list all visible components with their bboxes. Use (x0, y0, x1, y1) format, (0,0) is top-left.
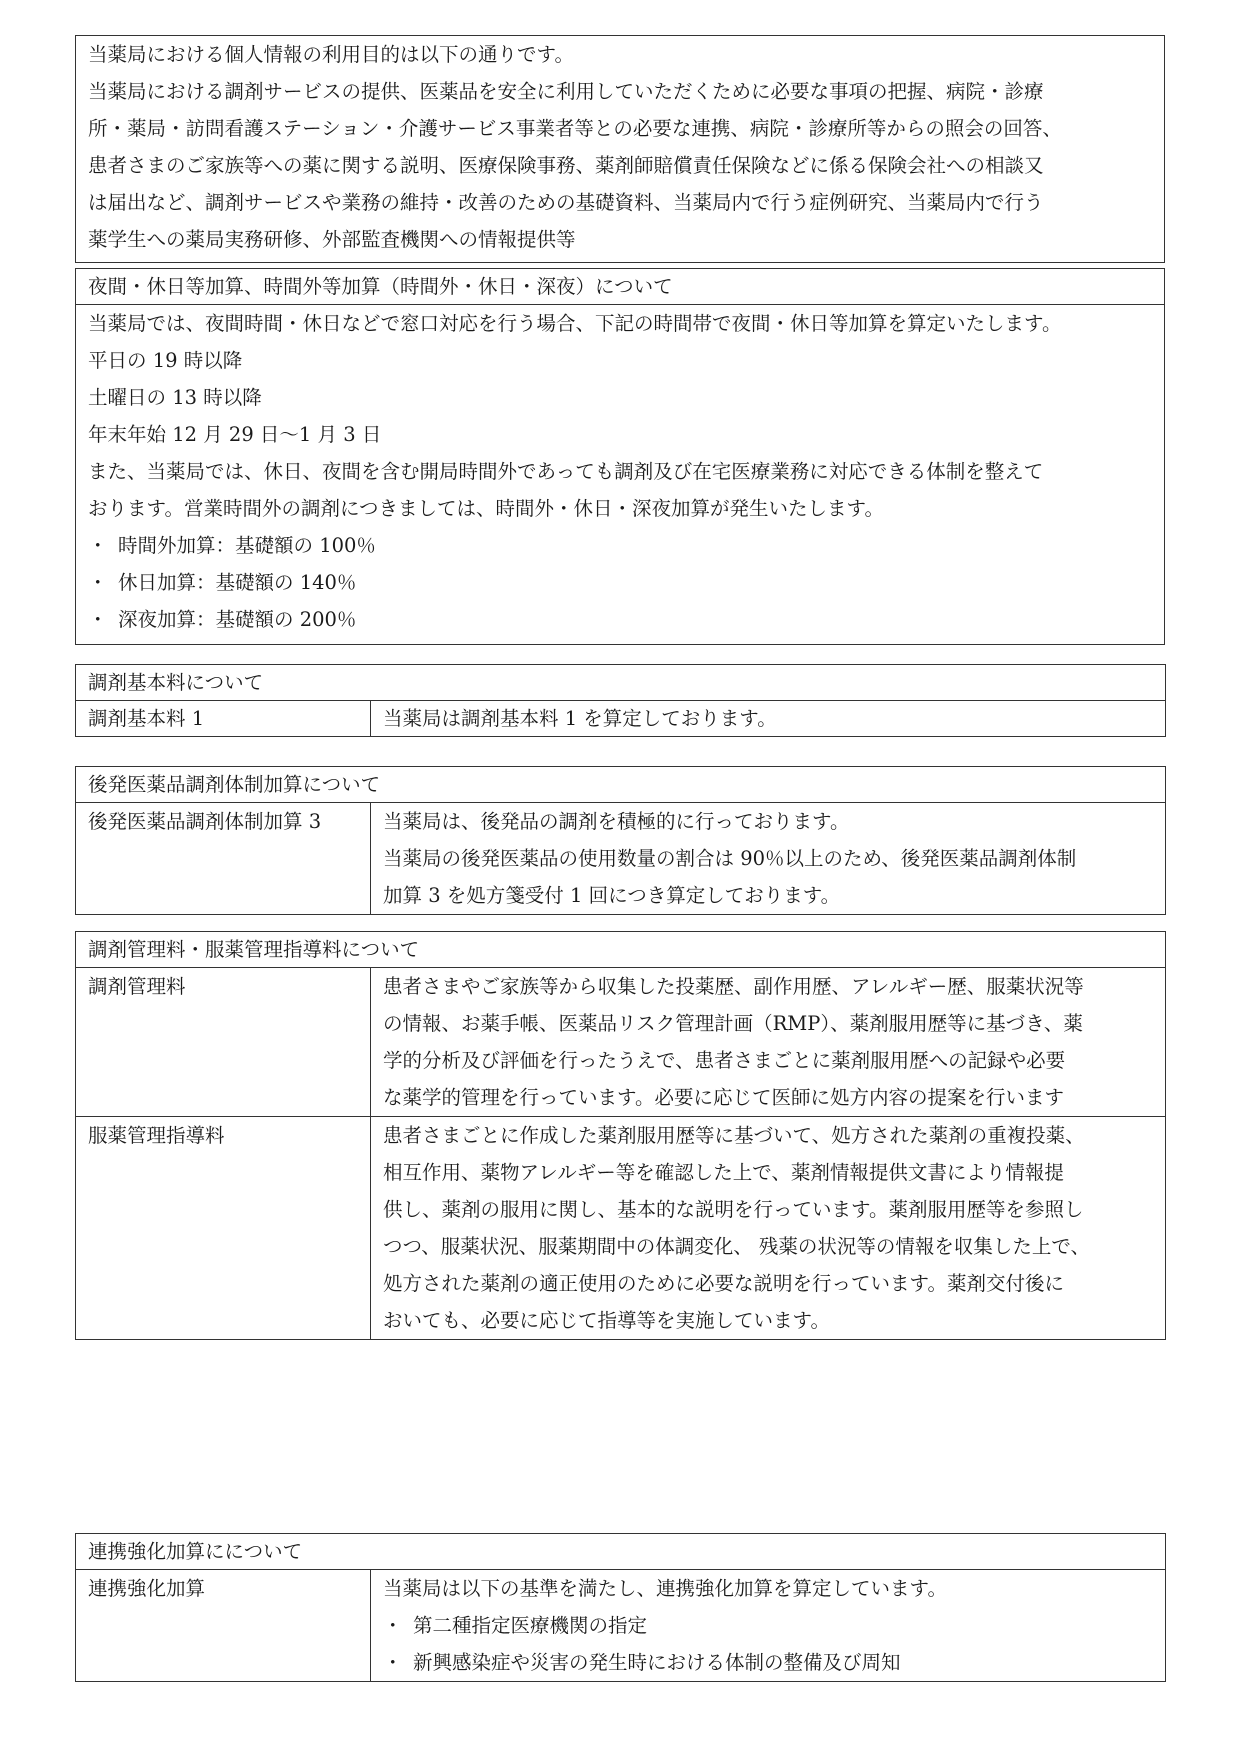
generic-label: 後発医薬品調剤体制加算 3 (76, 803, 371, 915)
management-line: 患者さまごとに作成した薬剤服用歴等に基づいて、処方された薬剤の重複投薬、 (383, 1124, 1085, 1147)
night-holiday-line: 年末年始 12 月 29 日～1 月 3 日 (88, 423, 382, 446)
bullet-mark: ・ (88, 608, 108, 631)
management-line: な薬学的管理を行っています。必要に応じて医師に処方内容の提案を行います (383, 1086, 1064, 1109)
night-holiday-title: 夜間・休日等加算、時間外等加算（時間外・休日・深夜）について (76, 269, 1164, 305)
night-holiday-line: おります。営業時間外の調剤につきましては、時間外・休日・深夜加算が発生いたします。 (88, 497, 884, 520)
management-text (371, 968, 1166, 1117)
privacy-line: 薬学生への薬局実務研修、外部監査機関への情報提供等 (88, 228, 576, 251)
management-line: 学的分析及び評価を行ったうえで、患者さまごとに薬剤服用歴への記録や必要 (383, 1049, 1066, 1072)
management-label: 服薬管理指導料 (76, 1117, 371, 1340)
night-holiday-bullet (76, 527, 1164, 564)
management-table (75, 931, 1166, 1340)
night-holiday-line: また、当薬局では、休日、夜間を含む開局時間外であっても調剤及び在宅医療業務に対応できる体制を整えて (88, 460, 1044, 483)
bullet-mark: ・ (88, 571, 108, 594)
management-line: つつ、服薬状況、服薬期間中の体調変化、 残薬の状況等の情報を収集した上で、 (383, 1235, 1091, 1258)
basic-fee-label: 調剤基本料 1 (76, 701, 371, 737)
management-text (371, 1117, 1166, 1340)
bullet-text: 休日加算：基礎額の 140％ (118, 571, 357, 594)
management-line: の情報、お薬手帳、医薬品リスク管理計画（RMP）、薬剤服用歴等に基づき、薬 (383, 1012, 1083, 1035)
bullet-mark: ・ (88, 534, 108, 557)
cooperation-text (371, 1570, 1166, 1682)
privacy-line: 当薬局における個人情報の利用目的は以下の通りです。 (88, 43, 574, 66)
night-holiday-box (75, 268, 1165, 645)
bullet-mark: ・ (383, 1614, 403, 1637)
cooperation-line: 当薬局は以下の基準を満たし、連携強化加算を算定しています。 (383, 1577, 947, 1600)
privacy-purpose-box (75, 35, 1165, 263)
bullet-text: 深夜加算：基礎額の 200％ (118, 608, 357, 631)
night-holiday-bullet (76, 564, 1164, 601)
cooperation-label: 連携強化加算 (76, 1570, 371, 1682)
bullet-text: 時間外加算：基礎額の 100％ (118, 534, 376, 557)
management-line: 処方された薬剤の適正使用のために必要な説明を行っています。薬剤交付後に (383, 1272, 1064, 1295)
bullet-text: 第二種指定医療機関の指定 (413, 1614, 648, 1637)
bullet-text: 新興感染症や災害の発生時における体制の整備及び周知 (413, 1651, 901, 1674)
generic-line: 加算 3 を処方箋受付 1 回につき算定しております。 (383, 884, 841, 907)
basic-fee-text: 当薬局は調剤基本料 1 を算定しております。 (371, 701, 1166, 737)
management-label: 調剤管理料 (76, 968, 371, 1117)
management-line: おいても、必要に応じて指導等を実施しています。 (383, 1309, 830, 1332)
night-holiday-line: 平日の 19 時以降 (88, 349, 243, 372)
basic-fee-table (75, 664, 1166, 737)
night-holiday-line: 土曜日の 13 時以降 (88, 386, 262, 409)
privacy-line: 所・薬局・訪問看護ステーション・介護サービス事業者等との必要な連携、病院・診療所等からの照会の回答、 (88, 117, 1062, 140)
basic-fee-title: 調剤基本料について (76, 665, 1166, 701)
night-holiday-bullet (76, 601, 1164, 638)
cooperation-bullet (383, 1607, 1165, 1644)
generic-line: 当薬局は、後発品の調剤を積極的に行っております。 (383, 810, 850, 833)
night-holiday-line: 当薬局では、夜間時間・休日などで窓口対応を行う場合、下記の時間帯で夜間・休日等加算を算定いたします。 (88, 312, 1062, 335)
generic-text (371, 803, 1166, 915)
bullet-mark: ・ (383, 1651, 403, 1674)
generic-line: 当薬局の後発医薬品の使用数量の割合は 90％以上のため、後発医薬品調剤体制 (383, 847, 1077, 870)
management-title: 調剤管理料・服薬管理指導料について (76, 932, 1166, 968)
management-line: 患者さまやご家族等から収集した投薬歴、副作用歴、アレルギー歴、服薬状況等 (383, 975, 1084, 998)
privacy-line: は届出など、調剤サービスや業務の維持・改善のための基礎資料、当薬局内で行う症例研究、当薬局内で行う (88, 191, 1044, 214)
management-line: 供し、薬剤の服用に関し、基本的な説明を行っています。薬剤服用歴等を参照し (383, 1198, 1084, 1221)
cooperation-bullet (383, 1644, 1165, 1681)
privacy-line: 患者さまのご家族等への薬に関する説明、医療保険事務、薬剤師賠償責任保険などに係る保険会社への相談又 (88, 154, 1044, 177)
generic-table (75, 766, 1166, 915)
privacy-line: 当薬局における調剤サービスの提供、医薬品を安全に利用していただくために必要な事項の把握、病院・診療 (88, 80, 1044, 103)
generic-title: 後発医薬品調剤体制加算について (76, 767, 1166, 803)
cooperation-title: 連携強化加算にについて (76, 1534, 1166, 1570)
cooperation-table (75, 1533, 1166, 1682)
management-line: 相互作用、薬物アレルギー等を確認した上で、薬剤情報提供文書により情報提 (383, 1161, 1064, 1184)
